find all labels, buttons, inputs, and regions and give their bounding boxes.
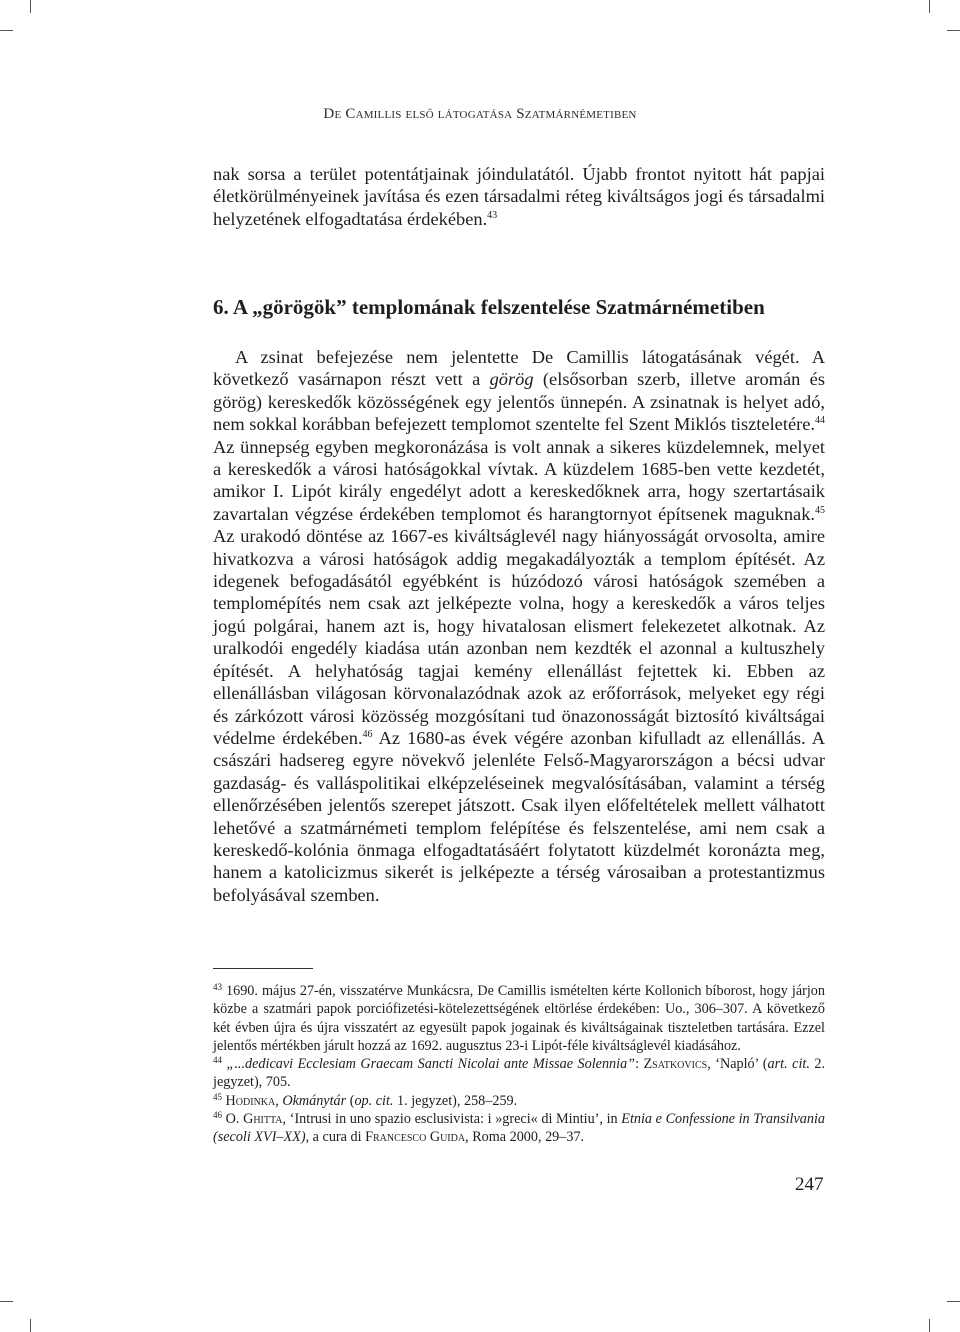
footnote-ref[interactable]: 44	[815, 415, 825, 427]
footnote-44: $^{44}$ „...dedicavi Ecclesiam Graecam Sancti Nicolai ante Missae Solennia”: Zsatkovics, ‘Napló’ (art. cit. 2. jegyzet), 705.	[213, 1055, 826, 1091]
footnote-ref[interactable]: 43	[487, 209, 498, 221]
running-head: De Camillis első látogatása Szatmárnémetiben	[323, 106, 637, 122]
footnote-43: $^{43}$ 1690. május 27-én, visszatérve Munkácsra, De Camillis ismételten kérte Kollonich bíborost, hogy járjon közbe a szatmári papok porciófizetési-kötelezettségének eltörlése érdekében: Uo., 306–307. A következő két évben újra és újra visszatért az egyesült papok jogainak és kiváltságainak tiszteletben tartására. Ezzel jelentős mértékben járult hozzá az 1692. augusztus 23-i Lipót-féle kiváltságlevél kiadásához.	[213, 982, 825, 1054]
crop-mark	[30, 1319, 31, 1332]
crop-mark	[0, 1301, 13, 1302]
crop-mark	[947, 30, 960, 31]
footnote-46: $^{46}$ O. Ghitta, ‘Intrusi in uno spazio esclusivista: i »greci« di Mintiu’, in Etnia e Confessione in Transilvania (secoli XVI–XX), a cura di Francesco Guida, Roma 2000, 29–37.	[213, 1110, 826, 1146]
footnote-ref[interactable]: 45	[815, 504, 825, 516]
footnote-45: $^{45}$ Hodinka, Okmánytár (op. cit. 1. jegyzet), 258–259.	[213, 1091, 518, 1109]
crop-mark	[0, 30, 13, 31]
crop-mark	[929, 1319, 930, 1332]
crop-mark	[929, 0, 930, 13]
footnote-rule	[213, 968, 313, 969]
crop-mark	[30, 0, 31, 13]
footnote-ref[interactable]: 46	[362, 728, 373, 740]
intro-paragraph: nak sorsa a terület potentátjainak jóindulatától. Újabb frontot nyitott hát papjai életkörülményeinek javítása és ezen társadalmi réteg kiváltságos jogi és társadalmi helyzetének elfogadtatása érdekében.$^{43}$	[213, 164, 825, 229]
footnotes	[213, 982, 825, 1147]
main-paragraph: A zsinat befejezése nem jelentette De Camillis látogatásának végét. A következő vasárnapon részt vett a görög (elsősorban szerb, illetve aromán és görög) kereskedők közösségének egy jelentős ünnepén. A zsinatnak is helyet adó, nem sokkal korábban befejezett templomot szentelte fel Szent Miklós tiszteletére.$^{44}$ Az ünnepség egyben megkoronázása is volt annak a sikeres küzdelemnek, melyet a kereskedők a városi hatóságokkal vívtak. A küzdelem 1685-ben vette kezdetét, amikor I. Lipót király engedélyt adott a kereskedőknek arra, hogy szertartásaik zavartalan végzése érdekében templomot és harangtornyot építsenek maguknak.$^{45}$ Az urakodó döntése az 1667-es kiváltságlevél nagy hiányosságát orvosolta, amire hivatkozva a városi hatóságok addig megakadályozták a templom építését. Az idegenek befogadásától egyébként is húzódozó városi hatóságok szemében a templomépítés nem csak azt jelképezte volna, hogy a kereskedők a város teljes jogú polgárai, hanem azt is, hogy hivatalosan elismert felekezetet alkotnak. Az uralkodói engedély kiadása után azonban nem kezdték el azonnal a kultuszhely építését. A helyhatóság tagjai kemény ellenállást fejtettek ki. Ebben az ellenállásban világosan körvonalazódnak azok az erőforrások, melyeket egy régi és zárkózott városi közösség mozgósítani tud önazonosságát biztosító kiváltságai védelme érdekében.$^{46}$ Az 1680-as évek végére azonban kifulladt az ellenállás. A császári hadsereg egyre növekvő jelenléte Felső-Magyarországon a bécsi udvar gazdaság- és valláspolitikai elképzeléseinek megvalósításában, valamint a térség ellenőrzésében jelentős szerepet játszott. Csak ilyen előfeltételek mellett válhatott lehetővé a szatmárnémeti templom felépítése és felszentelése, ami nem csak a kereskedő-kolónia önmaga elfogadtatásáért folytatott küzdelmét koronázta meg, hanem a katolicizmus sikerét is jelképezte a térség városaiban a protestantizmus befolyásával szemben.	[213, 347, 825, 905]
crop-mark	[947, 1301, 960, 1302]
page-number: 247	[795, 1174, 824, 1195]
section-heading: 6. A „görögök” templomának felszentelése Szatmárnémetiben	[213, 295, 765, 319]
